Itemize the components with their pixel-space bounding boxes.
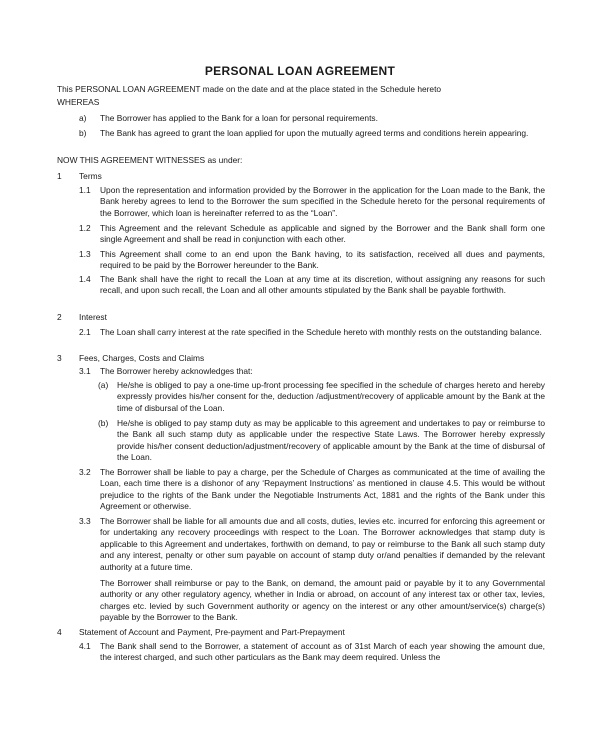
witnesses-text: NOW THIS AGREEMENT WITNESSES as under: <box>57 155 243 165</box>
clause-3-2-number: 3.2 <box>79 467 91 477</box>
clause-3-1-number: 3.1 <box>79 366 91 376</box>
section-4-heading: Statement of Account and Payment, Pre-payment and Part-Prepayment <box>79 627 345 637</box>
section-1-number: 1 <box>57 171 62 181</box>
clause-3-1-text: The Borrower hereby acknowledges that: <box>100 366 253 376</box>
clause-1-1-text: Upon the representation and information provided by the Borrower in the application for the Loan made to the Bank, the Bank hereby agrees to lend to the Borrower the sum specified in the Schedule hereto for the personal requirements of the Borrower, which loan is hereinafter referred to as the “Loan”. <box>100 185 545 218</box>
section-1-heading: Terms <box>79 171 102 181</box>
clause-1-1-number: 1.1 <box>79 185 91 195</box>
document-title: PERSONAL LOAN AGREEMENT <box>204 64 396 78</box>
clause-3-3-number: 3.3 <box>79 516 91 526</box>
clause-3-3-text: The Borrower shall be liable for all amounts due and all costs, duties, levies etc. incurred for enforcing this agreement or for undertaking any recovery proceedings with respect to the Loan. The Borrower acknowledges that stamp duty is applicable to this Agreement and undertakes, forthwith on demand, to pay or reimburse to the Bank all such stamp duty and any interest, penalty or other sum payable on account of stamp duty or/and penalties if demanded by the relevant authority at a future time. <box>100 516 545 572</box>
clause-1-4-number: 1.4 <box>79 274 91 284</box>
intro-text: This PERSONAL LOAN AGREEMENT made on the date and at the place stated in the Schedule hereto <box>57 84 442 94</box>
recital-b-number: b) <box>79 128 87 138</box>
section-3-number: 3 <box>57 353 62 363</box>
whereas-label: WHEREAS <box>57 97 100 107</box>
clause-2-1-text: The Loan shall carry interest at the rate specified in the Schedule hereto with monthly rests on the outstanding balance. <box>100 327 542 337</box>
clause-4-1-text: The Bank shall send to the Borrower, a statement of account as of 31st March of each year showing the amount due, the interest charged, and such other particulars as the Bank may deem required. Unless the <box>100 641 545 663</box>
clause-4-1-number: 4.1 <box>79 641 91 651</box>
section-4-number: 4 <box>57 627 62 637</box>
recital-a-number: a) <box>79 113 87 123</box>
clause-1-3-number: 1.3 <box>79 249 91 259</box>
clause-3-1-b-number: (b) <box>98 418 109 428</box>
clause-3-1-a-text: He/she is obliged to pay a one-time up-front processing fee specified in the schedule of charges hereto and hereby expressly provides his/her consent for the, deduction /adjustment/recovery of applicable amount by the Bank at the time of disbursal of the Loan. <box>117 380 545 413</box>
clause-3-1-a-number: (a) <box>98 380 109 390</box>
clause-1-2-text: This Agreement and the relevant Schedule as applicable and signed by the Borrower and the Bank shall form one single Agreement and shall be read in conjunction with each other. <box>100 223 545 245</box>
clause-3-1-b-text: He/she is obliged to pay stamp duty as may be applicable to this agreement and undertakes to pay or reimburse to the Bank all such stamp duty as applicable under the respective State Laws. The Borrower hereby expressly provide his/her consent deduction/adjustment/recovery of applicable amount by the Bank at the time of disbursal of the Loan. <box>117 418 545 463</box>
clause-1-4-text: The Bank shall have the right to recall the Loan at any time at its discretion, without assigning any reasons for such recall, and upon such recall, the Loan and all other amounts stipulated by the Bank shall be payable forthwith. <box>100 274 545 296</box>
clause-3-2-text: The Borrower shall be liable to pay a charge, per the Schedule of Charges as communicated at the time of availing the Loan, each time there is a dishonor of any ‘Repayment Instructions’ as mentioned in clause 4.5. This would be without prejudice to the rights of the Bank under the Negotiable Instruments Act, 1881 and the rights of the Bank under this Agreement or otherwise. <box>100 467 545 512</box>
clause-2-1-number: 2.1 <box>79 327 91 337</box>
recital-b-text: The Bank has agreed to grant the loan applied for upon the mutually agreed terms and conditions herein appearing. <box>100 128 529 138</box>
clause-3-3-text-continued: The Borrower shall reimburse or pay to the Bank, on demand, the amount paid or payable by it to any Governmental authority or any other regulatory agency, whether in India or abroad, on account of any interest tax or other tax, levies, charges etc. levied by such Government authority or agency on the interest or any other amount/service(s) charge(s) payable by the Borrower to the Bank. <box>100 578 545 623</box>
clause-1-3-text: This Agreement shall come to an end upon the Bank having, to its satisfaction, received all dues and payments, required to be paid by the Borrower hereunder to the Bank. <box>100 249 545 271</box>
section-2-number: 2 <box>57 312 62 322</box>
clause-1-2-number: 1.2 <box>79 223 91 233</box>
section-3-heading: Fees, Charges, Costs and Claims <box>79 353 205 363</box>
section-2-heading: Interest <box>79 312 107 322</box>
recital-a-text: The Borrower has applied to the Bank for a loan for personal requirements. <box>100 113 378 123</box>
